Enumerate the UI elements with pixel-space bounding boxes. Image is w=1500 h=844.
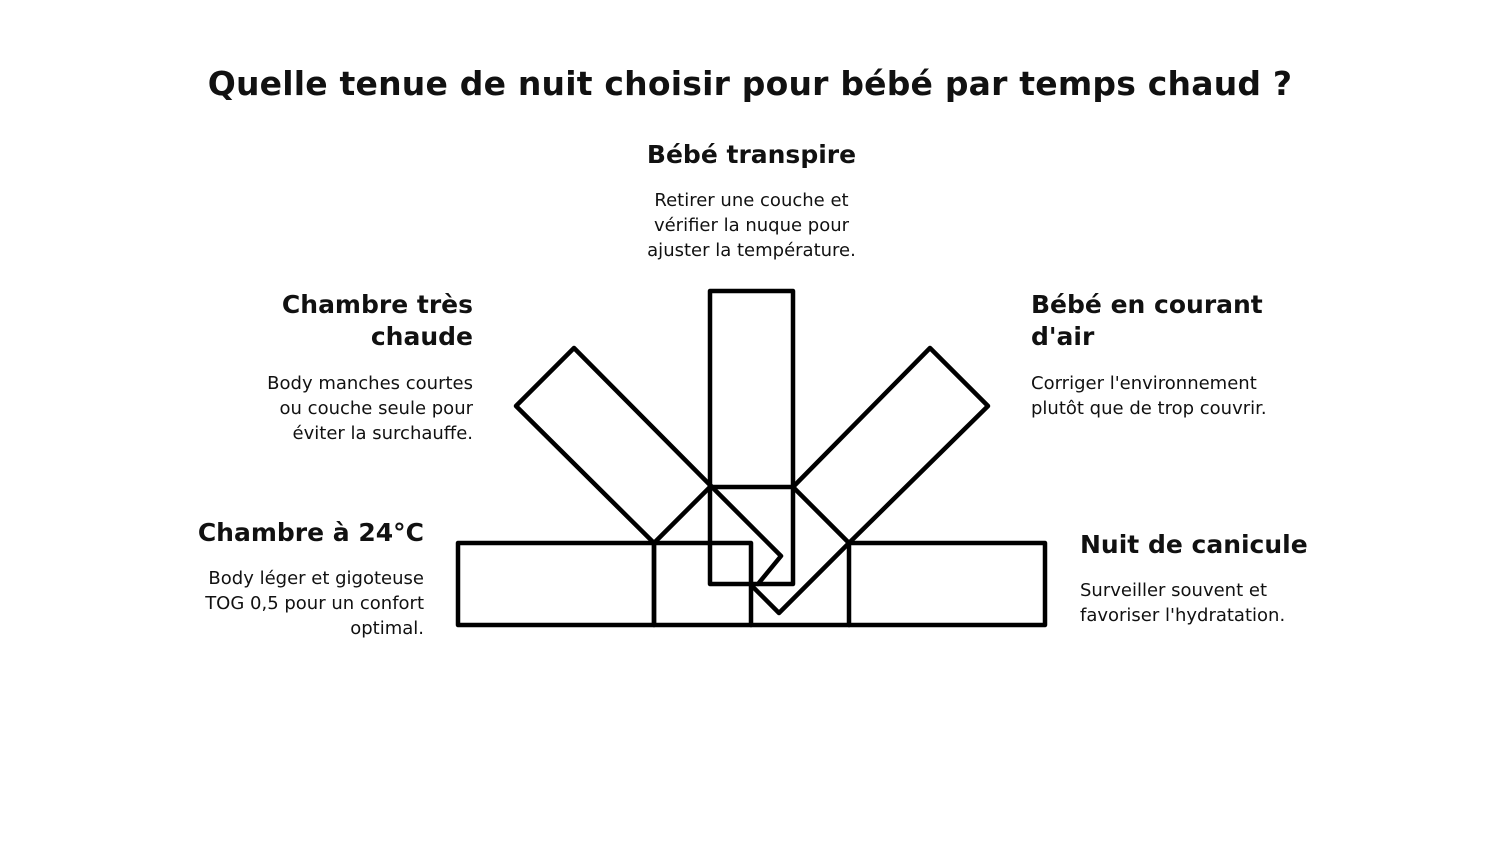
bar-diagonal-left — [516, 348, 711, 543]
item-desc-nuit-canicule: Surveiller souvent et favoriser l'hydratation. — [1080, 580, 1286, 626]
item-desc-chambre-24c: Body léger et gigoteuse TOG 0,5 pour un confort optimal. — [205, 568, 424, 639]
bar-diagonal-left-tail — [711, 486, 781, 584]
diagram-title: Quelle tenue de nuit choisir pour bébé par temps chaud ? — [207, 64, 1293, 103]
bar-left-horizontal — [458, 543, 654, 625]
item-heading-nuit-canicule: Nuit de canicule — [1080, 530, 1308, 559]
bar-vertical — [710, 291, 793, 584]
item-heading-bebe-courant-air: Bébé en courant d'air — [1031, 290, 1263, 351]
bar-right-horizontal — [849, 543, 1045, 625]
item-heading-chambre-24c: Chambre à 24°C — [197, 518, 424, 547]
item-heading-chambre-tres-chaude: Chambre très chaude — [281, 290, 473, 351]
bar-diagonal-right — [793, 348, 988, 543]
item-desc-bebe-transpire: Retirer une couche et vérifier la nuque pour ajuster la température. — [647, 190, 856, 261]
item-desc-chambre-tres-chaude: Body manches courtes ou couche seule pour éviter la surchauffe. — [267, 373, 473, 444]
item-heading-bebe-transpire: Bébé transpire — [646, 140, 857, 169]
item-desc-bebe-courant-air: Corriger l'environnement plutôt que de trop couvrir. — [1031, 373, 1267, 419]
